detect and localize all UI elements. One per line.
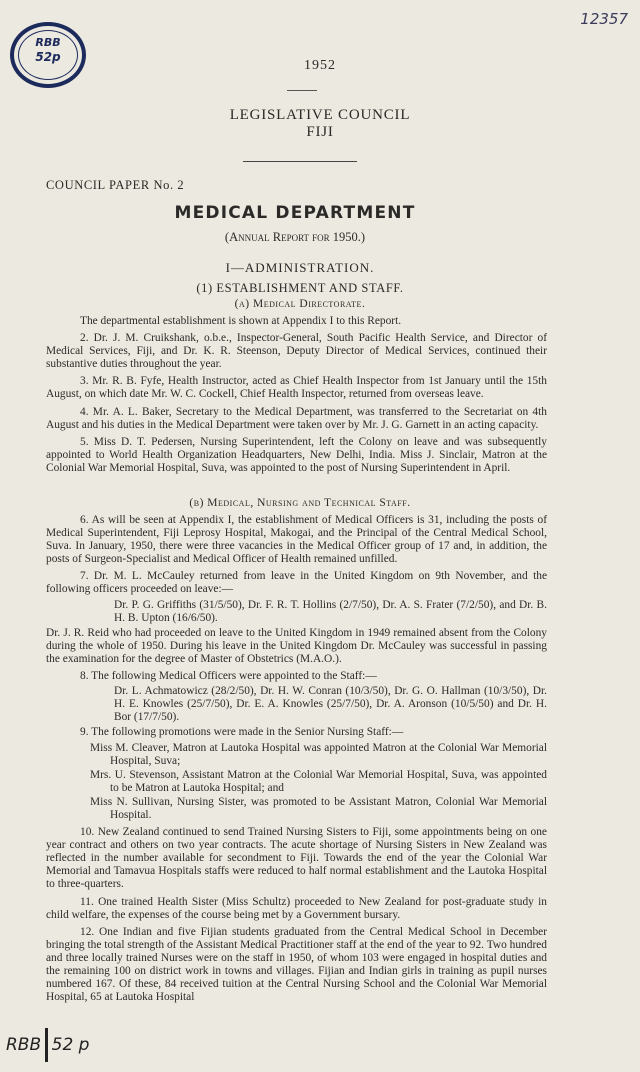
section-heading: I—ADMINISTRATION. (225, 260, 375, 275)
stamp-line-2: 52p (35, 50, 61, 64)
document-year: 1952 (304, 58, 336, 73)
paragraph-9-item: Miss N. Sullivan, Nursing Sister, was promoted to be Assistant Matron, Colonial War Memorial Hospital. (90, 795, 547, 821)
paragraph-6: 6. As will be seen at Appendix I, the establishment of Medical Officers is 31, including the posts of Medical Superintendent, Fiji Leprosy Hospital, Makogai, and the Principal of the Central Medical School, Suva. In January, 1950, there were three vacancies in the Medical Officer group of 17 and, in addition, the posts of Surgeon-Specialist and Medical Officer of Health remained unfilled. (46, 514, 547, 566)
handwritten-shelfmark (6, 1028, 89, 1062)
paragraph-2: 2. Dr. J. M. Cruikshank, o.b.e., Inspector-General, South Pacific Health Service, and Director of Medical Services, Fiji, and Dr. K. R. Steenson, Deputy Director of Medical Services, continued their substantive duties throughout the year. (46, 332, 547, 371)
council-paper-number: COUNCIL PAPER No. 2 (46, 178, 185, 192)
document-subtitle: (Annual Report for 1950.) (224, 230, 366, 244)
divider-short (287, 90, 317, 91)
paragraph-8-list: Dr. L. Achmatowicz (28/2/50), Dr. H. W. Conran (10/3/50), Dr. G. O. Hallman (10/3/50), Dr. H. E. Knowles (25/7/50), Dr. E. A. Knowles (25/7/50), Dr. A. Aronson (10/5/50) and Dr. H. Bor (17/7/50). (114, 685, 547, 724)
paragraph-9: 9. The following promotions were made in the Senior Nursing Staff:— (80, 726, 404, 739)
paragraph-7-list: Dr. P. G. Griffiths (31/5/50), Dr. F. R. T. Hollins (2/7/50), Dr. A. S. Frater (7/2/50), and Dr. B. H. B. Upton (16/6/50). (114, 598, 547, 624)
divider-long (243, 161, 357, 162)
library-stamp (10, 22, 86, 88)
council-name: LEGISLATIVE COUNCIL (229, 107, 411, 123)
paragraph-7-continued: Dr. J. R. Reid who had proceeded on leave to the United Kingdom in 1949 remained absent from the Colony during the whole of 1950. During his leave in the United Kingdom Dr. McCauley was successful in passing the examination for the degree of Master of Obstetrics (M.A.O.). (46, 626, 547, 665)
reference-number: 12357 (580, 10, 628, 28)
body-block-b (46, 514, 547, 1008)
paragraph-8: 8. The following Medical Officers were appointed to the Staff:— (80, 670, 377, 683)
paragraph-11: 11. One trained Health Sister (Miss Schultz) proceeded to New Zealand for post-graduate study in child welfare, the expenses of the course being met by a Government bursary. (46, 895, 547, 921)
paragraph-12: 12. One Indian and five Fijian students graduated from the Central Medical School in December bringing the total strength of the Assistant Medical Practitioner staff at the end of the year to 92. Two hundred and three locally trained Nurses were on the staff in 1950, of whom 103 were engaged in hospital duties and the remaining 100 on district work in towns and villages. Fijian and Indian girls in training as pupil nurses numbered 167. Of these, 84 received tuition at the Central Nursing School and the Colonial War Memorial Hospital, 65 at Lautoka Hospital (46, 925, 547, 1004)
shelfmark-right: 52 p (51, 1035, 90, 1055)
subheading-a: (a) Medical Directorate. (234, 298, 366, 310)
subsection-heading: (1) ESTABLISHMENT AND STAFF. (196, 281, 404, 295)
subheading-b: (b) Medical, Nursing and Technical Staff. (189, 497, 411, 509)
paragraph-5: 5. Miss D. T. Pedersen, Nursing Superintendent, left the Colony on leave and was subsequently appointed to World Health Organization Headquarters, New Delhi, India. Miss J. Sinclair, Matron at the Colonial War Memorial Hospital, Suva, was appointed to the post of Nursing Superintendent in April. (46, 435, 547, 474)
body-block-a (46, 315, 547, 479)
paragraph-10: 10. New Zealand continued to send Trained Nursing Sisters to Fiji, some appointments being on one year contract and others on two year contracts. The acute shortage of Nursing Sisters in New Zealand was reflected in the number available for secondment to Fiji. Towards the end of the year the Colonial War Memorial and Tamavua Hospitals staffs were reduced to half normal establishment and the Lautoka Hospital to three-quarters. (46, 826, 547, 891)
document-title: MEDICAL DEPARTMENT (174, 203, 416, 223)
paragraph-3: 3. Mr. R. B. Fyfe, Health Instructor, acted as Chief Health Inspector from 1st January until the 15th August, on which date Mr. W. C. Cockell, Chief Health Inspector, returned from overseas leave. (46, 375, 547, 401)
shelfmark-divider (45, 1028, 48, 1062)
paragraph-4: 4. Mr. A. L. Baker, Secretary to the Medical Department, was transferred to the Secretariat on 4th August and his duties in the Medical Department were taken over by Mr. J. G. Garnett in an acting capacity. (46, 405, 547, 431)
paragraph-9-item: Miss M. Cleaver, Matron at Lautoka Hospital was appointed Matron at the Colonial War Memorial Hospital, Suva; (90, 741, 547, 767)
council-country: FIJI (306, 124, 334, 140)
shelfmark-left: RBB (6, 1035, 42, 1055)
stamp-line-1: RBB (35, 36, 61, 49)
council-heading (0, 107, 640, 141)
paragraph-9-item: Mrs. U. Stevenson, Assistant Matron at the Colonial War Memorial Hospital, Suva, was appointed to be Matron at Lautoka Hospital; and (90, 768, 547, 794)
paragraph-7: 7. Dr. M. L. McCauley returned from leave in the United Kingdom on 9th November, and the following officers proceeded on leave:— (46, 570, 547, 596)
paragraph-1: The departmental establishment is shown at Appendix I to this Report. (80, 315, 402, 327)
